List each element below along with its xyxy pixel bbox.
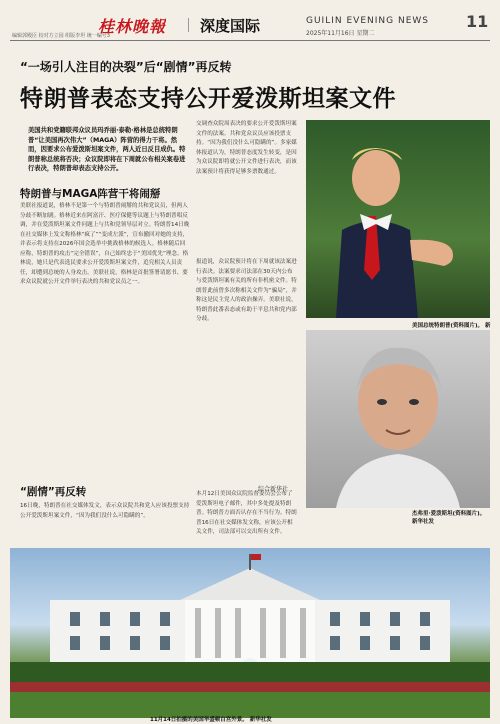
article-kicker: “一场引人注目的决裂”后“剧情”再反转 xyxy=(20,60,232,74)
subheading-1: 特朗普与MAGA阵营干将闹掰 xyxy=(20,188,161,200)
body-column-2a: 交调查众院周表决的要求公开爱泼斯坦案文件的法案。共和党众议员应该投票支持。“因为我们没什么可隐瞒的”。多家媒体报道认为，特朗普态度发生转变，是因为众议院即将就公开文件进行表决，而该法案预计将获得足够多票数通过。 xyxy=(196,121,297,175)
body-column-3: 本月12日美国众议院监督委员会公布了爱泼斯坦电子邮件，其中多处提及特朗普。特朗普方面否认存在不当行为。特朗普16日在社交媒体发文称，应该公开相关文件，司法部可以交出所有文件。 xyxy=(196,491,297,535)
white-house-illustration xyxy=(10,548,490,718)
newspaper-logo: 桂林晚報 xyxy=(98,17,167,36)
article-byline: 综合新华社 xyxy=(258,486,289,493)
header-separator xyxy=(188,18,189,32)
trump-photo-caption: 美国总统特朗普(资料图片)。 新 xyxy=(412,323,491,329)
white-house-photo xyxy=(10,548,490,718)
paper-english-name: GUILIN EVENING NEWS xyxy=(306,16,429,26)
epstein-photo-caption: 杰弗里·爱泼斯坦(资料图片)。 新华社发 xyxy=(412,511,486,525)
page-number: 11 xyxy=(466,12,489,31)
body-column-1b: 16日晚，特朗普在社交媒体发文，表示众议院共和党人应该投票支持公开爱泼斯坦案文件，“因为我们没什么可隐瞒的”。 xyxy=(20,503,190,519)
white-house-caption: 11月14日拍摄的美国华盛顿白宫外景。 新华社发 xyxy=(150,717,272,723)
body-column-1a: 美联社报道说，格林不是第一个与特朗普闹掰的共和党议员，但两人分歧不断加剧。格林近来在阿富汗、医疗保健等议题上与特朗普唱反调，并在爱泼斯坦案文件问题上与共和党领导层对立。特朗普14日晚在社交媒体上发文称格林“疯了”“变成左派”，宣布撤回对她的支持，并表示将支持在2026年国会选举中挑战格林的候选人。格林随后回应称，特朗普的攻击“完全错误”，自己始终忠于“美国优先”理念。格林说，她只是代表选民要求公开爱泼斯坦案文件，追究相关人员责任，却遭到总统的人身攻击。美联社说，格林是首批签署请愿书、要求众议院就公开文件举行表决的共和党议员之一。 xyxy=(20,203,190,285)
epstein-photo-illustration xyxy=(306,330,490,508)
header-editor-credits: 编辑郭殿臣 校对方立园 组版李坦 统一编号3 xyxy=(12,33,110,39)
subheading-2: “剧情”再反转 xyxy=(20,486,87,498)
trump-photo xyxy=(306,120,490,318)
issue-date: 2025年11月16日 星期二 xyxy=(306,30,375,37)
trump-photo-illustration xyxy=(306,120,490,318)
section-title: 深度国际 xyxy=(200,17,261,35)
article-headline: 特朗普表态支持公开爱泼斯坦案文件 xyxy=(20,86,396,112)
article-lead: 美国共和党籍联邦众议员玛乔丽·泰勒·格林是总统特朗普“让美国再次伟大”（MAGA）阵营的得力干将。然而，因要求公布爱泼斯坦案文件，两人近日反目成仇。特朗普称总统将否决；众议院即将在下周就公布相关案卷进行表决，特朗普却表态支持公开。 xyxy=(28,127,186,173)
epstein-photo xyxy=(306,330,490,508)
body-column-2b: 报道说，众议院预计将在下周就该法案进行表决。法案要求司法部在30天内公布与爱泼斯坦案有关的所有非机密文件。特朗普此前曾多次称相关文件为“骗局”，并称这是民主党人的政治操弄。美联社说，特朗普此番表态或有助于平息共和党内部分歧。 xyxy=(196,259,297,322)
header-rule xyxy=(10,40,490,41)
